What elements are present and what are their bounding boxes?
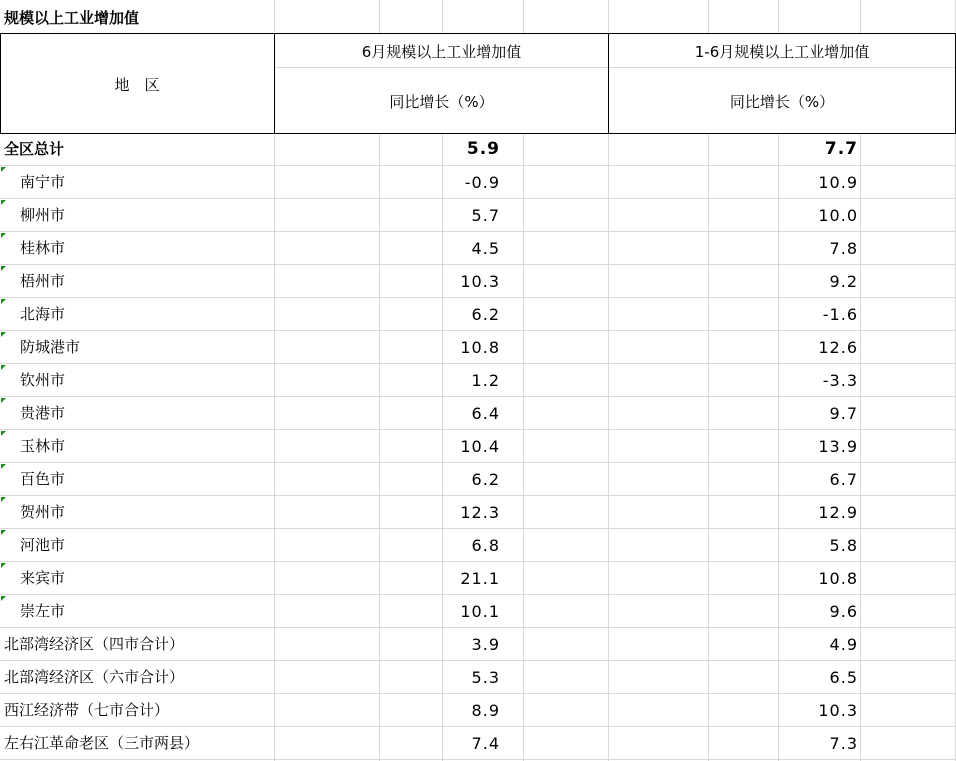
table-row [0,331,956,364]
june-yoy-header[interactable]: 同比增长（%） [389,93,494,111]
june-yoy-cell[interactable]: 6.2 [471,305,500,324]
jan-jun-yoy-cell[interactable]: 9.7 [829,404,858,423]
june-yoy-cell[interactable]: 1.2 [471,371,500,390]
header-subline [609,67,955,68]
jan-jun-yoy-cell[interactable]: 7.7 [824,139,858,159]
june-yoy-cell[interactable]: 10.8 [460,338,500,357]
region-name-cell[interactable]: 南宁市 [20,173,66,191]
cell-note-marker-icon [1,497,6,502]
jan-jun-yoy-cell[interactable]: 10.0 [818,206,858,225]
jan-jun-yoy-cell[interactable]: 12.9 [818,503,858,522]
region-name-cell[interactable]: 梧州市 [20,272,66,290]
jan-jun-yoy-cell[interactable]: 6.7 [829,470,858,489]
region-name-cell[interactable]: 河池市 [20,536,66,554]
region-name-cell[interactable]: 百色市 [20,470,66,488]
jan-jun-yoy-cell[interactable]: 5.8 [829,536,858,555]
june-yoy-cell[interactable]: -0.9 [464,173,500,192]
cell-note-marker-icon [1,563,6,568]
jan-jun-yoy-cell[interactable]: 13.9 [818,437,858,456]
june-yoy-cell[interactable]: 6.4 [471,404,500,423]
table-row [0,595,956,628]
table-row [0,199,956,232]
header-subline [275,67,608,68]
june-yoy-cell[interactable]: 6.2 [471,470,500,489]
cell-note-marker-icon [1,530,6,535]
cell-note-marker-icon [1,431,6,436]
cell-note-marker-icon [1,266,6,271]
table-row [0,364,956,397]
table-row [0,430,956,463]
table-row [0,562,956,595]
june-yoy-cell[interactable]: 12.3 [460,503,500,522]
june-yoy-cell[interactable]: 10.4 [460,437,500,456]
region-name-cell[interactable]: 全区总计 [4,140,65,158]
cell-note-marker-icon [1,299,6,304]
jan-jun-yoy-cell[interactable]: -1.6 [822,305,858,324]
region-name-cell[interactable]: 左右江革命老区（三市两县） [4,734,200,752]
sheet-title[interactable]: 规模以上工业增加值 [4,9,140,27]
cell-note-marker-icon [1,167,6,172]
jan-jun-yoy-cell[interactable]: -3.3 [822,371,858,390]
table-row [0,265,956,298]
table-row [0,661,956,694]
june-yoy-cell[interactable]: 21.1 [460,569,500,588]
region-name-cell[interactable]: 北部湾经济区（四市合计） [4,635,185,653]
jan-jun-yoy-header[interactable]: 同比增长（%） [729,93,835,111]
jan-jun-yoy-cell[interactable]: 7.3 [829,734,858,753]
table-row [0,232,956,265]
region-name-cell[interactable]: 贵港市 [20,404,66,422]
jan-jun-yoy-cell[interactable]: 6.5 [829,668,858,687]
table-row [0,529,956,562]
jan-jun-yoy-cell[interactable]: 10.3 [818,701,858,720]
june-yoy-cell[interactable]: 5.9 [466,139,500,159]
table-row [0,727,956,760]
jan-jun-yoy-cell[interactable]: 4.9 [829,635,858,654]
cell-note-marker-icon [1,398,6,403]
region-name-cell[interactable]: 贺州市 [20,503,66,521]
table-row [0,463,956,496]
jan-jun-header[interactable]: 1-6月规模以上工业增加值 [694,43,870,61]
region-header[interactable]: 地 区 [114,76,160,94]
jan-jun-yoy-cell[interactable]: 10.9 [818,173,858,192]
cell-note-marker-icon [1,332,6,337]
region-name-cell[interactable]: 柳州市 [20,206,66,224]
table-row [0,166,956,199]
june-yoy-cell[interactable]: 10.3 [460,272,500,291]
region-name-cell[interactable]: 西江经济带（七市合计） [4,701,170,719]
jan-jun-yoy-cell[interactable]: 12.6 [818,338,858,357]
june-yoy-cell[interactable]: 10.1 [460,602,500,621]
june-yoy-cell[interactable]: 3.9 [471,635,500,654]
june-yoy-cell[interactable]: 7.4 [471,734,500,753]
cell-note-marker-icon [1,233,6,238]
region-name-cell[interactable]: 防城港市 [20,338,81,356]
jan-jun-yoy-cell[interactable]: 7.8 [829,239,858,258]
jan-jun-yoy-cell[interactable]: 9.2 [829,272,858,291]
table-row [0,496,956,529]
june-header[interactable]: 6月规模以上工业增加值 [361,43,522,61]
june-yoy-cell[interactable]: 8.9 [471,701,500,720]
cell-note-marker-icon [1,596,6,601]
region-name-cell[interactable]: 崇左市 [20,602,66,620]
region-name-cell[interactable]: 北部湾经济区（六市合计） [4,668,185,686]
total-row [0,133,956,166]
table-row [0,298,956,331]
cell-note-marker-icon [1,365,6,370]
table-row [0,694,956,727]
june-yoy-cell[interactable]: 4.5 [471,239,500,258]
cell-note-marker-icon [1,200,6,205]
region-name-cell[interactable]: 桂林市 [20,239,66,257]
region-name-cell[interactable]: 北海市 [20,305,66,323]
jan-jun-yoy-cell[interactable]: 10.8 [818,569,858,588]
june-yoy-cell[interactable]: 6.8 [471,536,500,555]
cell-note-marker-icon [1,464,6,469]
june-yoy-cell[interactable]: 5.3 [471,668,500,687]
region-name-cell[interactable]: 来宾市 [20,569,66,587]
region-name-cell[interactable]: 钦州市 [20,371,66,389]
region-name-cell[interactable]: 玉林市 [20,437,66,455]
table-row [0,628,956,661]
table-row [0,397,956,430]
jan-jun-yoy-cell[interactable]: 9.6 [829,602,858,621]
june-yoy-cell[interactable]: 5.7 [471,206,500,225]
table-header [0,33,956,134]
